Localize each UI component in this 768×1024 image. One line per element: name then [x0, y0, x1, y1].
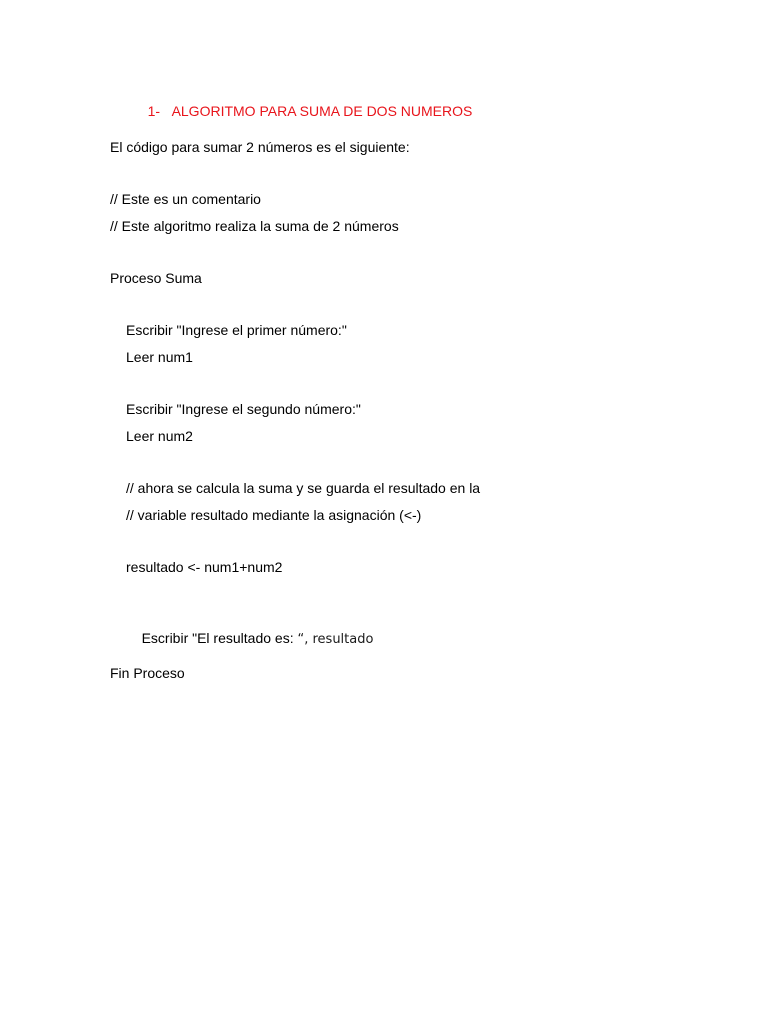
heading-title: ALGORITMO PARA SUMA DE DOS NUMEROS — [171, 103, 473, 119]
code-comment-2: // variable resultado mediante la asignación (<-) — [126, 507, 422, 523]
code-comment-1: // ahora se calcula la suma y se guarda el resultado en la — [126, 480, 481, 496]
section-heading — [132, 84, 472, 138]
heading-number: 1- — [147, 103, 161, 119]
leer-line-2: Leer num2 — [126, 428, 193, 444]
escribir-line-1: Escribir "Ingrese el primer número:" — [126, 322, 347, 338]
intro-text: El código para sumar 2 números es el siguiente: — [110, 139, 410, 155]
escribir-line-2: Escribir "Ingrese el segundo número:" — [126, 401, 361, 417]
leer-line-1: Leer num1 — [126, 349, 193, 365]
asignacion-line: resultado <- num1+num2 — [126, 559, 283, 575]
proceso-line: Proceso Suma — [110, 270, 202, 286]
comment-line-1: // Este es un comentario — [110, 191, 261, 207]
fin-proceso-line: Fin Proceso — [110, 665, 185, 681]
escribir-3-text: Escribir "El resultado es: — [141, 630, 298, 646]
comment-line-2: // Este algoritmo realiza la suma de 2 números — [110, 218, 399, 234]
escribir-3-tail: “, resultado — [297, 632, 374, 647]
escribir-line-3 — [126, 611, 373, 667]
